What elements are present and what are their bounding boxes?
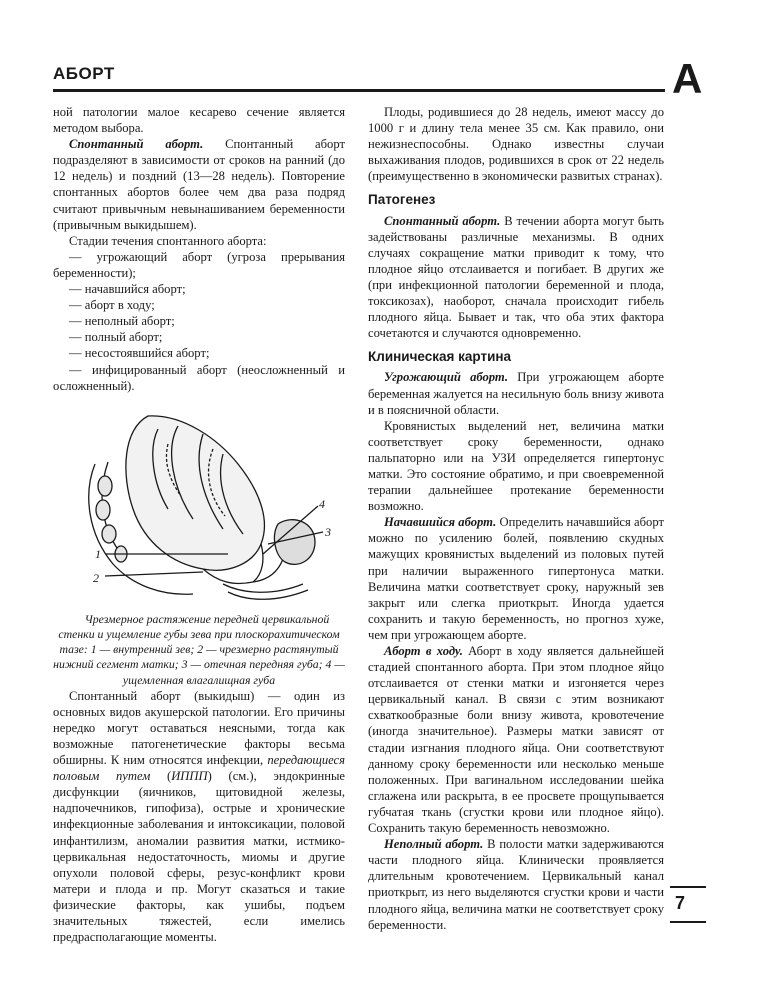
paragraph-threatened-details: Кровянистых выделений нет, величина матки соответствует сроку беременности, однако пальпаторно или на УЗИ определяется гипертонус матки. Это состояние обратимо, и при своевременной терапии дальнейшее протекание беременности возможно.	[368, 418, 664, 514]
paragraph-text: ) (см.), эндокринные дисфункции (яичников, щитовидной железы, надпочечников, гипофиза), острые и хронические инфекционные заболевания и интоксикации, половой инфантилизм, аномалии развития матки, истмико-цервикальная недостаточность, миомы и другие опухоли половой сферы, резус-конфликт крови матери и плода и пр. Могут сказаться и такие физические факторы, как ушибы, подъем значительных тяжестей, если имелись предрасполагающие моменты.	[53, 769, 346, 945]
figure-label-1: 1	[95, 546, 101, 561]
paragraph-text: В полости матки задерживаются части плодного яйца. Клинически проявляется длительным кровотечением. Цервикальный канал приоткрыт, из него выделяются сгустки крови и части плодного яйца, величина матки не соответствует сроку беременности.	[368, 837, 664, 932]
left-column	[53, 104, 345, 945]
page-number-rule-bottom	[670, 921, 706, 923]
paragraph-incipient	[368, 514, 664, 643]
paragraph-text: Аборт в ходу является дальнейшей стадией спонтанного аборта. При этом плодное яйцо отслаивается от стенки матки и изгоняется через цервикальный канал. В связи с этим возникают схваткообразные боли внизу живота, кровотечение (иногда значительное). Размеры матки зависят от стадии изгнания плодного яйца. Они соответствуют данному сроку беременности или несколько меньше положенных. При вагинальном исследовании шейка сглажена или раскрыта, в ее просвете прощупывается губчатая ткань (сгустки крови или плодное яйцо). Сохранить такую беременность невозможно.	[368, 644, 664, 836]
term-spontaneous-abortion: Спонтанный аборт.	[69, 137, 204, 152]
paragraph-incomplete	[368, 836, 664, 933]
paragraph-text: (	[150, 769, 172, 784]
page-number: 7	[675, 893, 686, 913]
paragraph-spontaneous-abortion	[53, 136, 345, 233]
stage-item: — несостоявшийся аборт;	[69, 346, 210, 361]
stage-item: — аборт в ходу;	[69, 298, 155, 313]
paragraph-text: Спонтанный аборт (выкидыш) — один из основных видов акушерской патологии. Его причины нередко могут оставаться неясными, тогда как возможные патогенетические факторы весьма обширны. К ним относятся инфекции,	[53, 688, 345, 768]
section-letter: А	[672, 55, 703, 102]
stage-item: — угрожающий аборт (угроза прерывания беременности);	[53, 249, 345, 280]
term-sti: передающиеся половым путем	[53, 753, 345, 784]
header-rule	[53, 89, 665, 92]
term-threatened-abortion: Угрожающий аборт.	[384, 370, 509, 385]
running-header-title: АБОРТ	[53, 64, 115, 83]
figure-label-4: 4	[319, 496, 325, 511]
figure-label-2: 2	[93, 570, 99, 585]
stage-item: — полный аборт;	[69, 330, 163, 345]
term-incomplete-abortion: Неполный аборт.	[384, 837, 484, 852]
paragraph-fetuses: Плоды, родившиеся до 28 недель, имеют массу до 1000 г и длину тела менее 35 см. Как правило, они нежизнеспособны. Однако известны случаи выхаживания плодов, родившихся в срок от 22 недель (преимущественно в экономически развитых странах).	[368, 105, 664, 184]
paragraph-threatened	[368, 369, 664, 417]
right-column	[368, 104, 664, 933]
figure-label-3: 3	[325, 524, 331, 539]
paragraph-causes	[53, 688, 345, 946]
paragraph-inevitable	[368, 643, 664, 836]
paragraph-text: При угрожающем аборте беременная жалуется на несильную боль внизу живота и в поясничной области.	[368, 370, 665, 417]
paragraph-stages-intro: Стадии течения спонтанного аборта:	[69, 233, 267, 248]
stage-item: — неполный аборт;	[69, 314, 175, 329]
heading-clinical-picture: Клиническая картина	[368, 349, 512, 365]
figure-caption: Чрезмерное растяжение передней цервикальной стенки и ущемление губы зева при плоскорахитическом тазе: 1 — внутренний зев; 2 — чрезмерно растянутый нижний сегмент матки; 3 — отечная передняя губа; 4 — ущемленная влагалищная губа	[53, 611, 345, 687]
term-incipient-abortion: Начавшийся аборт.	[384, 515, 497, 530]
paragraph-continuation: ной патологии малое кесарево сечение является методом выбора.	[53, 105, 345, 136]
term-spontaneous-abortion: Спонтанный аборт.	[384, 213, 501, 228]
stage-item: — инфицированный аборт (неосложненный и осложненный).	[53, 362, 345, 393]
paragraph-pathogenesis	[368, 213, 664, 342]
abbr-sti: ИППП	[171, 769, 208, 784]
paragraph-text: В течении аборта могут быть задействованы различные механизмы. В одних случаях сокращение матки приводит к тому, что плодное яйцо отслаивается и погибает. В других же (при инфекционной патологии беременной и плода, токсикозах), наоборот, сначала происходит гибель плодного яйца. Бывает и так, что оба этих фактора сочетаются и случаются одновременно.	[368, 213, 664, 341]
term-inevitable-abortion: Аборт в ходу.	[384, 644, 463, 658]
page-number-rule-top	[670, 886, 706, 888]
paragraph-text: Спонтанный аборт подразделяют в зависимости от сроков на ранний (до 12 недель) и поздний (13—28 недель). Повторение спонтанных абортов более чем два раза подряд считают привычным невынашиванием беременности (привычным выкидышем).	[53, 137, 345, 232]
heading-pathogenesis: Патогенез	[368, 192, 436, 208]
paragraph-text: Определить начавшийся аборт можно по усилению болей, появлению скудных мажущих кровянистых выделений из половых путей при наличии выраженного гипертонуса матки. Величина матки соответствует сроку, наружный зев закрыт или слегка приоткрыт. Иногда удается сохранить и такую беременность, но прогноз хуже, чем при угрожающем аборте.	[368, 515, 664, 642]
stage-item: — начавшийся аборт;	[69, 282, 186, 297]
anatomical-figure	[53, 404, 345, 610]
